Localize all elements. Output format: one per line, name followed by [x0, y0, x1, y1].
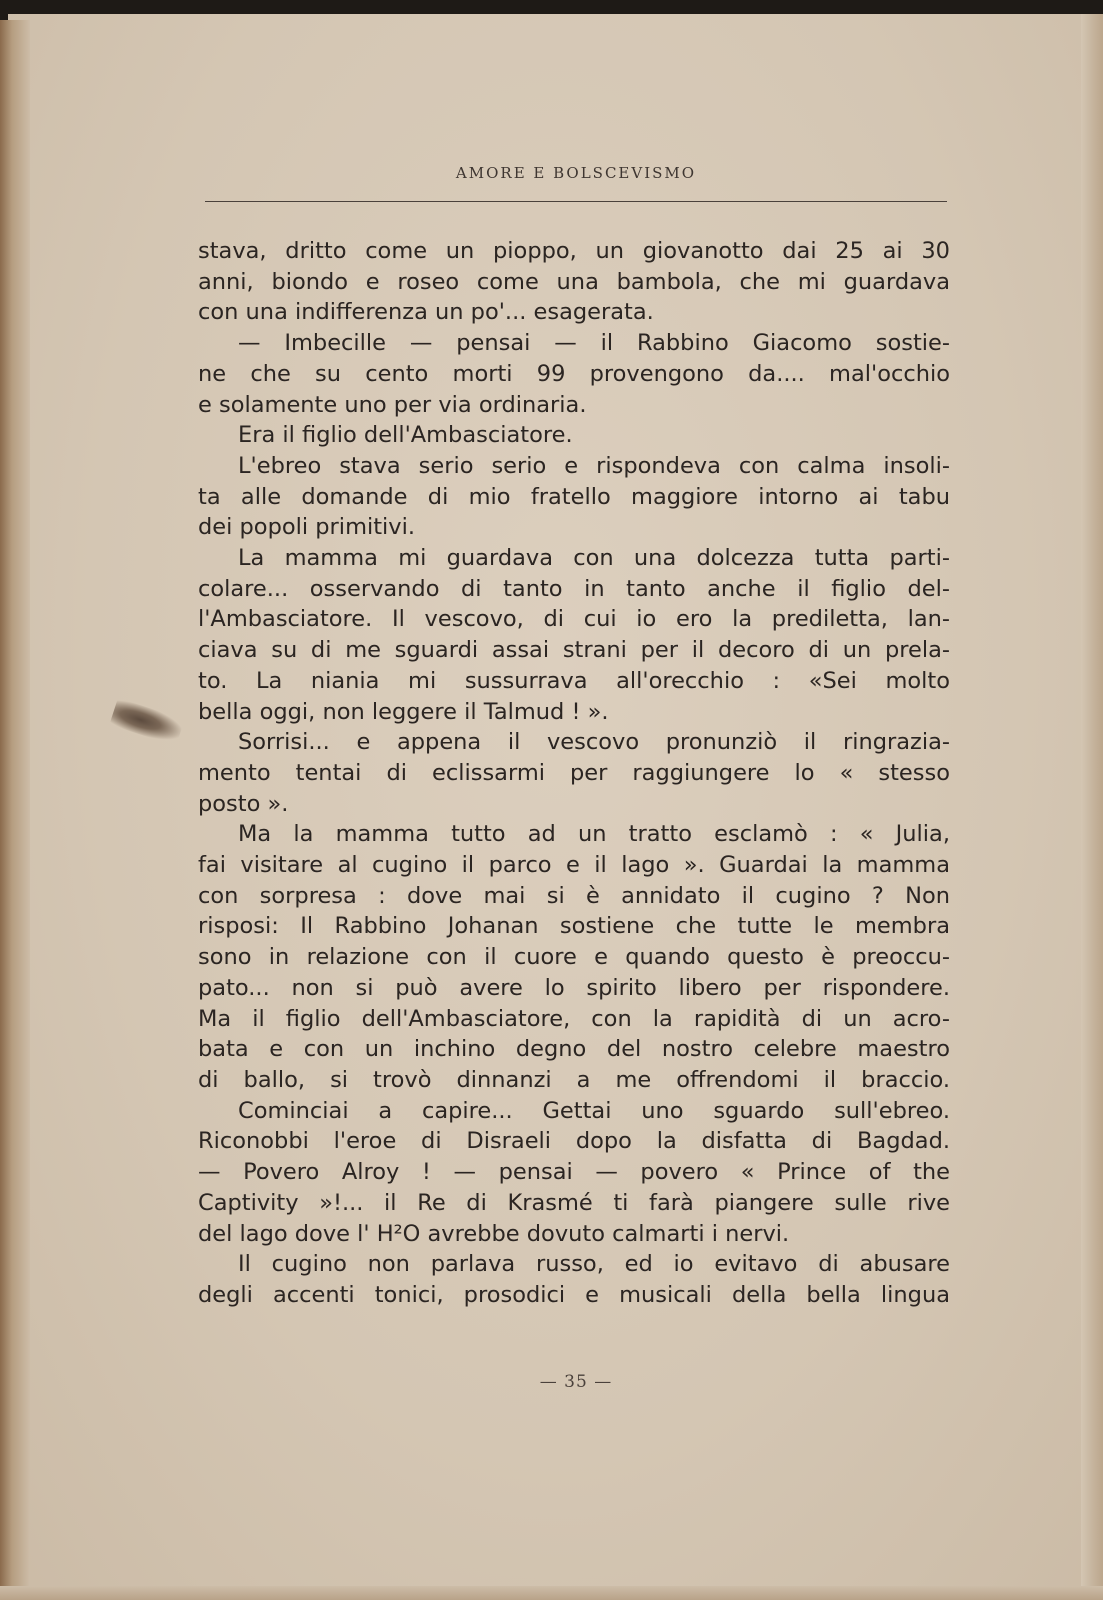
text-line: Ma il figlio dell'Ambasciatore, con la rapidità di un acro-	[198, 1005, 950, 1032]
text-line: fai visitare al cugino il parco e il lago ». Guardai la mamma	[198, 852, 950, 879]
page-number: — 35 —	[539, 1372, 613, 1392]
page-bottom-edge	[0, 1586, 1103, 1600]
running-title: AMORE E BOLSCEVISMO	[455, 164, 697, 182]
text-line: L'ebreo stava serio serio e rispondeva con calma insoli-	[238, 452, 950, 479]
text-line: del lago dove l' H²O avrebbe dovuto calmarti i nervi.	[198, 1220, 790, 1247]
text-line: dei popoli primitivi.	[198, 514, 416, 541]
text-line: mento tentai di eclissarmi per raggiungere lo « stesso	[198, 759, 950, 786]
text-line: l'Ambasciatore. Il vescovo, di cui io ero la prediletta, lan-	[198, 606, 950, 633]
text-line: ne che su cento morti 99 provengono da.... mal'occhio	[198, 360, 950, 387]
text-line: Era il figlio dell'Ambasciatore.	[238, 422, 573, 449]
text-line: stava, dritto come un pioppo, un giovanotto dai 25 ai 30	[198, 238, 950, 264]
text-line: con una indifferenza un po'... esagerata.	[198, 299, 654, 326]
text-line: colare... osservando di tanto in tanto anche il figlio del-	[198, 575, 950, 602]
text-line: ta alle domande di mio fratello maggiore intorno ai tabu	[198, 483, 950, 510]
text-line: Sorrisi... e appena il vescovo pronunziò il ringrazia-	[238, 729, 950, 756]
text-line: Captivity »!... il Re di Krasmé ti farà piangere sulle rive	[198, 1189, 950, 1216]
text-line: — Imbecille — pensai — il Rabbino Giacomo sostie-	[238, 330, 950, 357]
text-line: risposi: Il Rabbino Johanan sostiene che tutte le membra	[198, 913, 950, 940]
text-line: to. La niania mi sussurrava all'orecchio : «Sei molto	[198, 667, 950, 694]
text-line: Riconobbi l'eroe di Disraeli dopo la disfatta di Bagdad.	[198, 1128, 950, 1155]
text-line: con sorpresa : dove mai si è annidato il cugino ? Non	[198, 882, 950, 909]
text-line: — Povero Alroy ! — pensai — povero « Prince of the	[198, 1159, 950, 1186]
text-line: e solamente uno per via ordinaria.	[198, 391, 587, 418]
text-line: pato... non si può avere lo spirito libero per rispondere.	[198, 974, 950, 1001]
book-spine	[0, 20, 30, 1600]
text-line: Il cugino non parlava russo, ed io evitavo di abusare	[238, 1251, 950, 1278]
text-line: Ma la mamma tutto ad un tratto esclamò : « Julia,	[238, 821, 950, 848]
text-line: degli accenti tonici, prosodici e musicali della bella lingua	[198, 1281, 950, 1308]
page-edge	[1081, 14, 1103, 1600]
text-line: bata e con un inchino degno del nostro celebre maestro	[198, 1036, 950, 1063]
text-line: La mamma mi guardava con una dolcezza tutta parti-	[238, 545, 950, 572]
text-line: anni, biondo e roseo come una bambola, che mi guardava	[198, 268, 950, 295]
text-line: Cominciai a capire... Gettai uno sguardo sull'ebreo.	[238, 1097, 950, 1124]
text-line: posto ».	[198, 790, 289, 817]
text-line: ciava su di me sguardi assai strani per il decoro di un prela-	[198, 637, 950, 664]
text-line: sono in relazione con il cuore e quando questo è preoccu-	[198, 944, 950, 971]
text-line: di ballo, si trovò dinnanzi a me offrendomi il braccio.	[198, 1066, 950, 1093]
body-text	[198, 236, 950, 1311]
header-rule	[205, 201, 947, 202]
text-line: bella oggi, non leggere il Talmud ! ».	[198, 698, 609, 725]
